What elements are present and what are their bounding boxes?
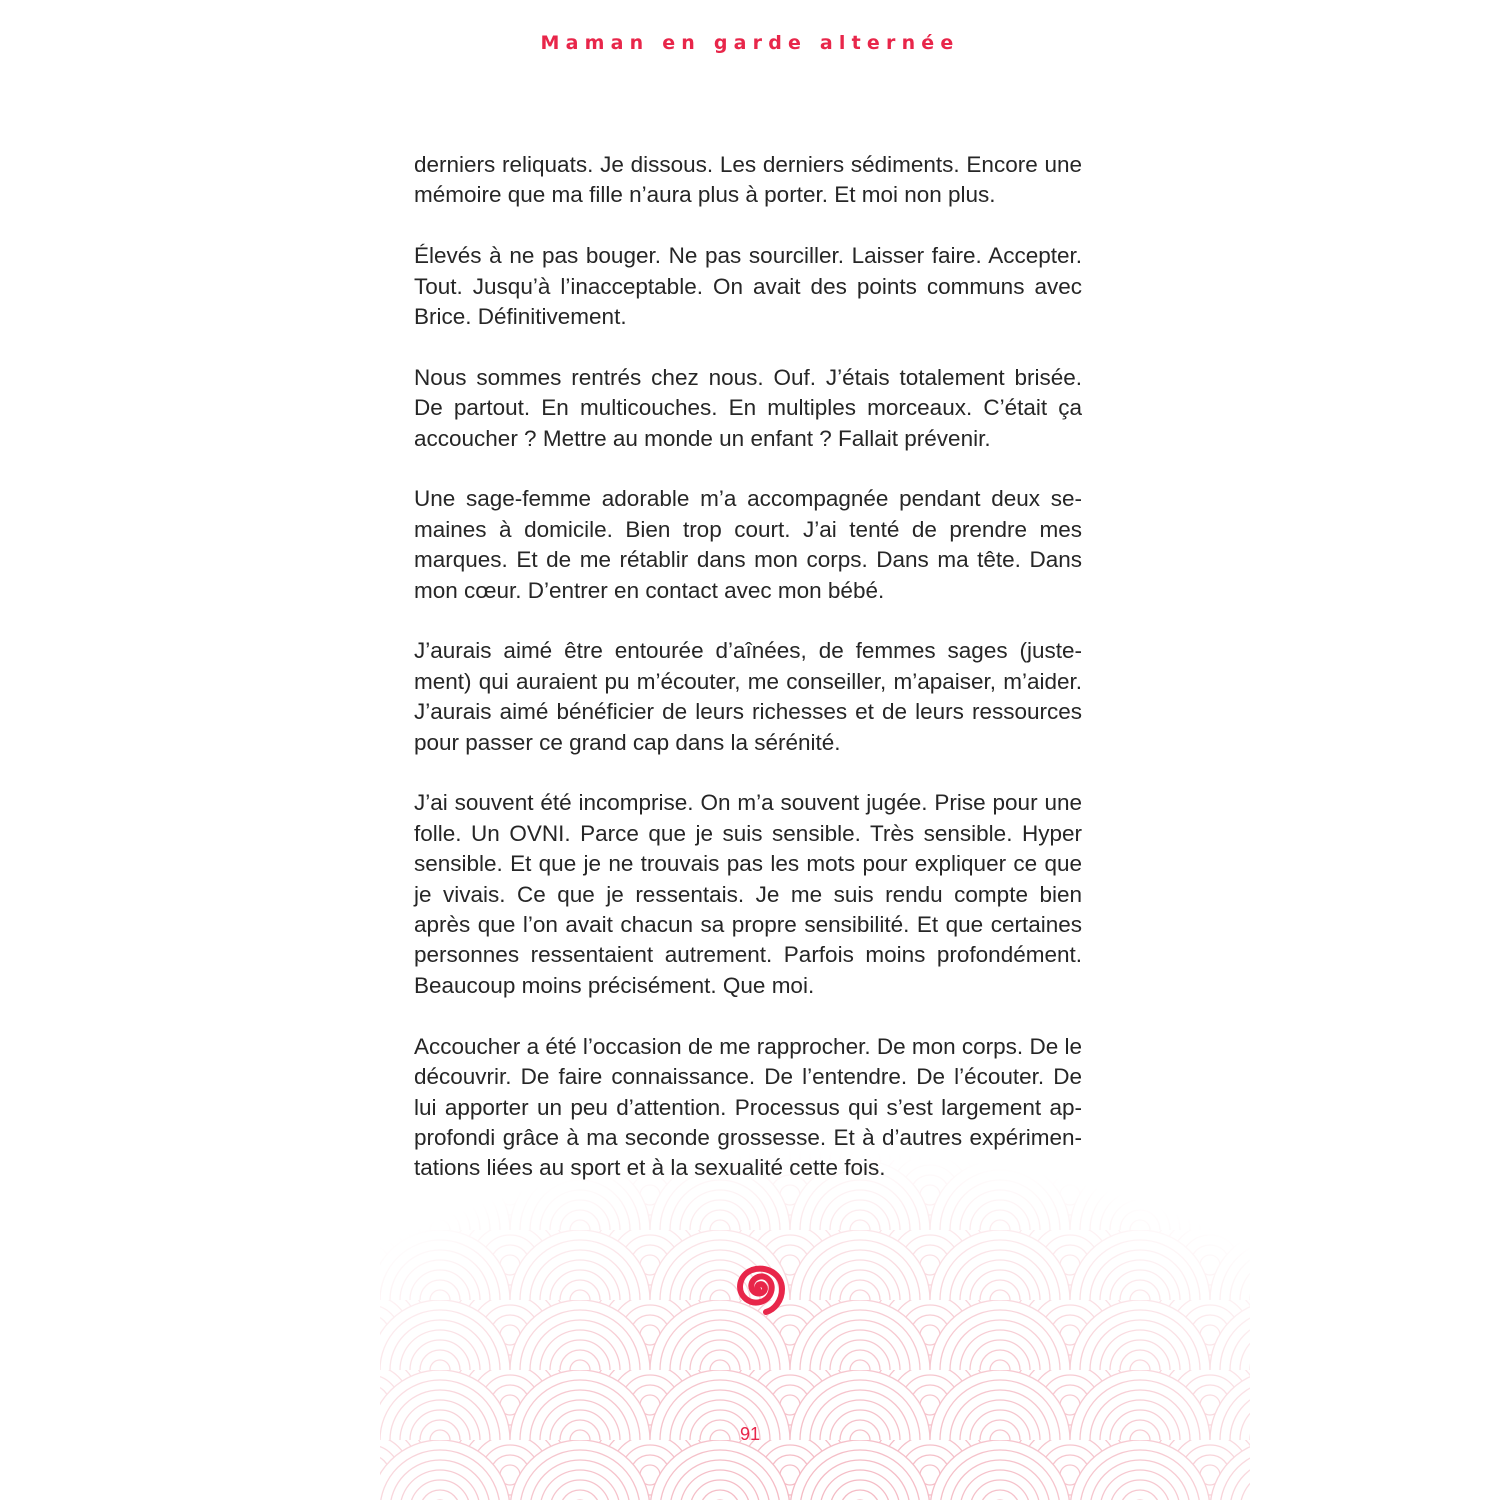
running-title: Maman en garde alternée [540,32,960,54]
paragraph: Une sage-femme adorable m’a accompagnée pendant deux semaines à domicile. Bien trop court. J’ai tenté de prendre mes marques. Et de me rétablir dans mon corps. Dans ma tête. Dans mon cœur. D’entrer en contact avec mon bébé. [414,486,1082,603]
spiral-icon [722,1255,792,1315]
paragraph: derniers reliquats. Je dissous. Les derniers sédiments. Encore une mémoire que ma fille n’aura plus à porter. Et moi non plus. [414,152,1082,208]
paragraph: Nous sommes rentrés chez nous. Ouf. J’étais totalement brisée. De partout. En multicouches. En multiples morceaux. C’était ça accoucher ? Mettre au monde un enfant ? Fallait prévenir. [414,364,1082,451]
paragraph: Accoucher a été l’occasion de me rapprocher. De mon corps. De le découvrir. De faire connaissance. De l’entendre. De l’écouter. De lui apporter un peu d’attention. Processus qui s’est largement approfondi grâce à ma seconde grossesse. Et à d’autres expérimentations liées au sport et à la sexualité cette fois. [414,1033,1082,1181]
paragraph: Élevés à ne pas bouger. Ne pas sourciller. Laisser faire. Accepter. Tout. Jusqu’à l’inacceptable. On avait des points communs avec Brice. Définitivement. [414,243,1082,330]
body-text [414,150,1082,1214]
paragraph: J’ai souvent été incomprise. On m’a souvent jugée. Prise pour une folle. Un OVNI. Parce que je suis sensible. Très sensible. Hyper sensible. Et que je ne trouvais pas les mots pour expliquer ce que je vivais. Ce que je ressentais. Je me suis rendu compte bien après que l’on avait chacun sa propre sensibilité. Et que certaines personnes ressentaient autrement. Parfois moins profondément. Beaucoup moins précisément. Que moi. [414,790,1082,998]
paragraph: J’aurais aimé être entourée d’aînées, de femmes sages (justement) qui auraient pu m’écouter, me conseiller, m’apaiser, m’aider. J’aurais aimé bénéficier de leurs richesses et de leurs ressources pour passer ce grand cap dans la sérénité. [414,638,1082,755]
page-number: 91 [739,1424,761,1444]
